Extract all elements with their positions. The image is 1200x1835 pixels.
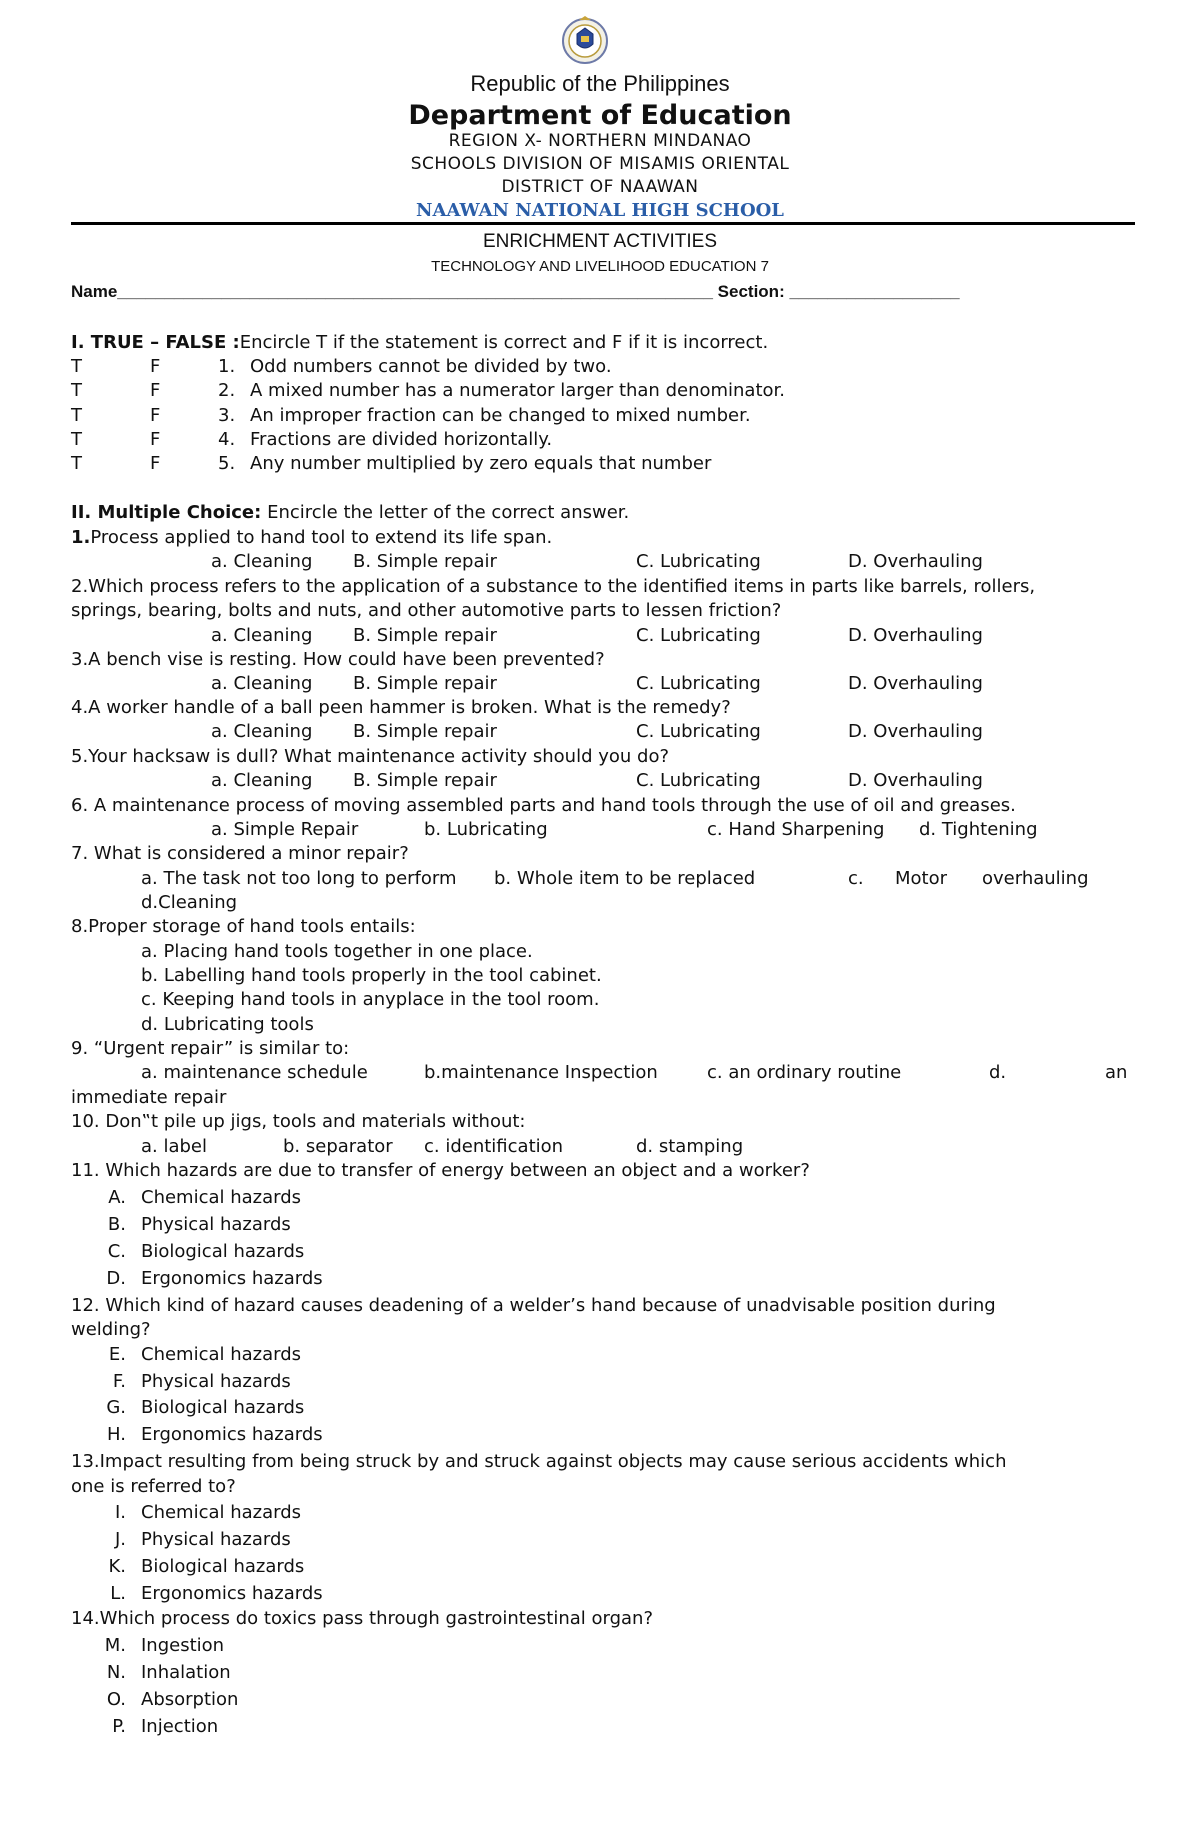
part1-heading: I. TRUE – FALSE : (71, 332, 240, 353)
option-b[interactable]: b. Whole item to be replaced (494, 868, 756, 889)
option-c-letter[interactable]: c. (848, 868, 864, 889)
tf-false[interactable]: F (150, 405, 161, 426)
option-c-word[interactable]: Motor (895, 868, 948, 889)
option-c[interactable]: C. Lubricating (636, 551, 761, 572)
option-text: Biological hazards (141, 1556, 305, 1577)
tf-statement: Odd numbers cannot be divided by two. (250, 356, 612, 377)
option-c[interactable]: C. Lubricating (636, 770, 761, 791)
tf-number: 1. (218, 356, 236, 377)
option-letter: F. (112, 1371, 126, 1392)
name-section-field[interactable]: Name_______________________________________________________________ Section: __________________ (71, 282, 960, 301)
option-letter: M. (104, 1635, 126, 1656)
option-letter: K. (108, 1556, 126, 1577)
option-d[interactable]: D. Overhauling (848, 551, 983, 572)
option-letter: N. (106, 1662, 126, 1683)
question-8: 8.Proper storage of hand tools entails: (71, 916, 416, 937)
option-text: Chemical hazards (141, 1344, 302, 1365)
option-a[interactable]: a. Placing hand tools together in one place. (141, 941, 533, 962)
question-3: 3.A bench vise is resting. How could have been prevented? (71, 649, 605, 670)
option-letter: L. (110, 1583, 126, 1604)
question-6: 6. A maintenance process of moving assembled parts and hand tools through the use of oil and greases. (71, 795, 1016, 816)
option-c[interactable]: c. Hand Sharpening (707, 819, 885, 840)
option-letter: B. (107, 1214, 126, 1235)
option-text: Absorption (141, 1689, 239, 1710)
option-c[interactable]: c. Keeping hand tools in anyplace in the tool room. (141, 989, 600, 1010)
tf-number: 2. (218, 380, 236, 401)
question-5: 5.Your hacksaw is dull? What maintenance activity should you do? (71, 746, 670, 767)
option-text: Chemical hazards (141, 1502, 302, 1523)
option-text: Injection (141, 1716, 219, 1737)
option-letter: I. (114, 1502, 126, 1523)
option-letter: G. (106, 1397, 126, 1418)
option-a[interactable]: a. Cleaning (211, 673, 313, 694)
tf-false[interactable]: F (150, 429, 161, 450)
tf-statement: Fractions are divided horizontally. (250, 429, 553, 450)
tf-true[interactable]: T (71, 429, 82, 450)
option-a[interactable]: a. Cleaning (211, 770, 313, 791)
option-letter: D. (106, 1268, 126, 1289)
question-2-line-1: 2.Which process refers to the application of a substance to the identified items in parts like barrels, rollers, (71, 576, 1036, 597)
option-text: Ergonomics hazards (141, 1583, 323, 1604)
question-7: 7. What is considered a minor repair? (71, 843, 409, 864)
option-a[interactable]: a. label (141, 1136, 208, 1157)
option-b[interactable]: B. Simple repair (353, 721, 497, 742)
option-d[interactable]: d. Tightening (919, 819, 1038, 840)
question-12-line-2: welding? (71, 1319, 151, 1340)
option-letter: P. (112, 1716, 126, 1737)
option-d[interactable]: D. Overhauling (848, 770, 983, 791)
question-number: 1. (71, 527, 91, 548)
option-b[interactable]: B. Simple repair (353, 625, 497, 646)
option-a[interactable]: a. maintenance schedule (141, 1062, 368, 1083)
tf-number: 5. (218, 453, 236, 474)
option-a[interactable]: a. Cleaning (211, 625, 313, 646)
question-13-line-2: one is referred to? (71, 1476, 236, 1497)
part2-heading: II. Multiple Choice: (71, 502, 262, 523)
option-text: Physical hazards (141, 1371, 291, 1392)
tf-false[interactable]: F (150, 356, 161, 377)
question-10: 10. Don‟t pile up jigs, tools and materials without: (71, 1111, 526, 1132)
option-text: Physical hazards (141, 1529, 291, 1550)
option-c-word[interactable]: overhauling (982, 868, 1089, 889)
question-2-line-2: springs, bearing, bolts and nuts, and other automotive parts to lessen friction? (71, 600, 782, 621)
header-department: Department of Education (408, 100, 792, 131)
subject-title: TECHNOLOGY AND LIVELIHOOD EDUCATION 7 (431, 258, 769, 275)
option-b[interactable]: b. separator (283, 1136, 393, 1157)
option-a[interactable]: a. The task not too long to perform (141, 868, 457, 889)
tf-number: 3. (218, 405, 236, 426)
option-c[interactable]: c. an ordinary routine (707, 1062, 902, 1083)
tf-statement: Any number multiplied by zero equals that number (250, 453, 712, 474)
option-letter: O. (106, 1689, 126, 1710)
question-text: Process applied to hand tool to extend its life span. (90, 527, 553, 548)
tf-true[interactable]: T (71, 380, 82, 401)
option-text: Biological hazards (141, 1241, 305, 1262)
deped-seal-icon (561, 14, 609, 66)
option-a[interactable]: a. Simple Repair (211, 819, 359, 840)
option-b[interactable]: b. Labelling hand tools properly in the tool cabinet. (141, 965, 602, 986)
option-d-letter[interactable]: d. (989, 1062, 1007, 1083)
question-11: 11. Which hazards are due to transfer of energy between an object and a worker? (71, 1160, 810, 1181)
option-d[interactable]: D. Overhauling (848, 721, 983, 742)
option-b[interactable]: B. Simple repair (353, 770, 497, 791)
header-division: SCHOOLS DIVISION OF MISAMIS ORIENTAL (410, 154, 790, 174)
option-text: Inhalation (141, 1662, 231, 1683)
option-text: Ergonomics hazards (141, 1268, 323, 1289)
header-divider (71, 222, 1135, 225)
part2-title (71, 502, 629, 524)
tf-true[interactable]: T (71, 453, 82, 474)
option-c[interactable]: C. Lubricating (636, 721, 761, 742)
option-text: Ergonomics hazards (141, 1424, 323, 1445)
part1-title (71, 332, 768, 354)
option-c[interactable]: c. identification (424, 1136, 564, 1157)
option-text: Biological hazards (141, 1397, 305, 1418)
option-d-continued[interactable]: immediate repair (71, 1087, 227, 1108)
option-d[interactable]: d.Cleaning (141, 892, 238, 913)
tf-false[interactable]: F (150, 380, 161, 401)
option-d[interactable]: D. Overhauling (848, 625, 983, 646)
option-text: Physical hazards (141, 1214, 291, 1235)
tf-true[interactable]: T (71, 405, 82, 426)
option-c[interactable]: C. Lubricating (636, 673, 761, 694)
question-13-line-1: 13.Impact resulting from being struck by and struck against objects may cause serious accidents which (71, 1451, 1007, 1472)
question-1 (71, 527, 552, 549)
header-district: DISTRICT OF NAAWAN (501, 177, 699, 197)
tf-false[interactable]: F (150, 453, 161, 474)
option-b[interactable]: b. Lubricating (424, 819, 548, 840)
option-text: Chemical hazards (141, 1187, 302, 1208)
activity-title: ENRICHMENT ACTIVITIES (482, 231, 717, 252)
option-letter: E. (108, 1344, 126, 1365)
question-14: 14.Which process do toxics pass through gastrointestinal organ? (71, 1608, 654, 1629)
option-a[interactable]: a. Cleaning (211, 721, 313, 742)
question-4: 4.A worker handle of a ball peen hammer is broken. What is the remedy? (71, 697, 731, 718)
tf-statement: An improper fraction can be changed to mixed number. (250, 405, 751, 426)
header-school: NAAWAN NATIONAL HIGH SCHOOL (416, 200, 784, 221)
option-letter: J. (114, 1529, 126, 1550)
header-region: REGION X- NORTHERN MINDANAO (448, 131, 752, 151)
option-b[interactable]: B. Simple repair (353, 551, 497, 572)
option-b[interactable]: B. Simple repair (353, 673, 497, 694)
option-b[interactable]: b.maintenance Inspection (424, 1062, 658, 1083)
tf-number: 4. (218, 429, 236, 450)
option-d[interactable]: D. Overhauling (848, 673, 983, 694)
tf-true[interactable]: T (71, 356, 82, 377)
option-d-word[interactable]: an (1105, 1062, 1128, 1083)
option-text: Ingestion (141, 1635, 225, 1656)
option-d[interactable]: d. Lubricating tools (141, 1014, 314, 1035)
header-republic: Republic of the Philippines (470, 71, 730, 96)
option-c[interactable]: C. Lubricating (636, 625, 761, 646)
option-d[interactable]: d. stamping (636, 1136, 744, 1157)
option-letter: H. (107, 1424, 126, 1445)
option-letter: C. (107, 1241, 126, 1262)
option-letter: A. (108, 1187, 126, 1208)
part2-instruction: Encircle the letter of the correct answer. (261, 502, 630, 523)
question-12-line-1: 12. Which kind of hazard causes deadening of a welder’s hand because of unadvisable position during (71, 1295, 996, 1316)
part1-instruction: Encircle T if the statement is correct and F if it is incorrect. (239, 332, 769, 353)
question-9: 9. “Urgent repair” is similar to: (71, 1038, 350, 1059)
tf-statement: A mixed number has a numerator larger than denominator. (250, 380, 785, 401)
option-a[interactable]: a. Cleaning (211, 551, 313, 572)
